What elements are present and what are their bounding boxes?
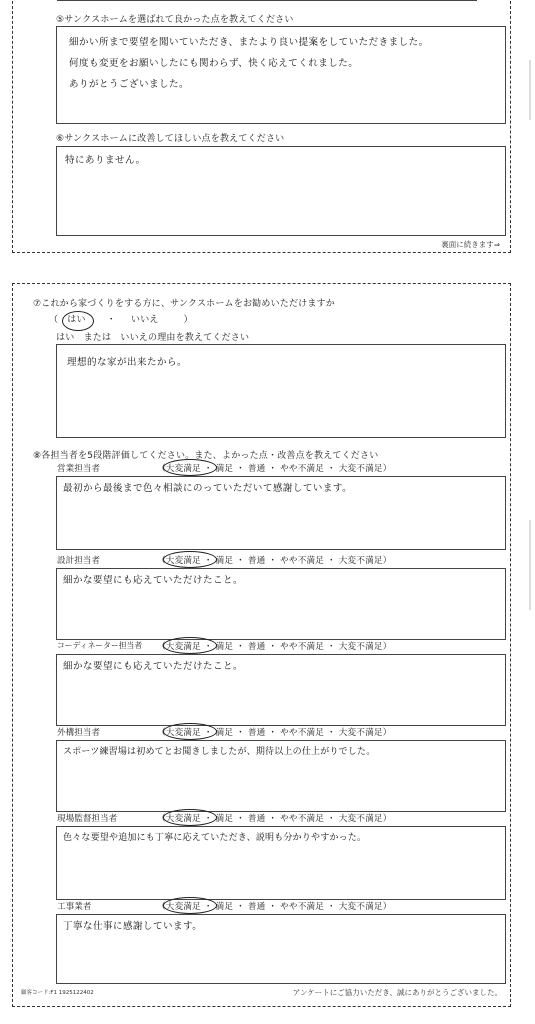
staff-role-site-supervisor: 現場監督担当者 [57,814,118,824]
q7-separator: ・ [106,315,116,325]
q7-option-yes [67,315,88,325]
question-6-answer-box [56,146,506,236]
staff-rating-scale-design: （大変満足 ・ 満足 ・ 普通 ・ やや不満足 ・ 大変不満足） [157,556,392,566]
staff-rating-scale-coordinator: （大変満足 ・ 満足 ・ 普通 ・ やや不満足 ・ 大変不満足） [157,642,392,652]
staff-role-contractor: 工事業者 [57,902,92,912]
q7-option-no: いいえ [131,315,159,325]
customer-code: 顧客コード:F1 1925122402 [21,990,94,996]
question-7-answer-box [56,344,506,438]
q5-answer-line-2: 何度も変更をお願いしたにも関わらず、快く応えてくれました。 [69,58,359,69]
question-5-answer-box [56,26,506,124]
staff-role-design: 設計担当者 [57,556,100,566]
staff-comment-box-contractor [56,914,506,984]
q6-answer: 特にありません。 [65,155,146,166]
question-7-label: ⑦これから家づくりをする方に、サンクスホームをお勧めいただけますか [33,299,335,309]
staff-comment-site-supervisor: 色々な要望や追加にも丁寧に応えていただき、説明も分かりやすかった。 [63,833,367,843]
staff-role-coordinator: コーディネーター担当者 [57,641,143,650]
staff-comment-contractor: 丁寧な仕事に感謝しています。 [63,921,203,932]
staff-comment-sales: 最初から最後まで色々相談にのっていただいて感謝しています。 [63,483,353,494]
q7-option-yes-label: はい [67,315,86,325]
scan-edge-mark [529,520,531,610]
q7-open-paren: （ [49,315,59,325]
staff-rating-scale-exterior: （大変満足 ・ 満足 ・ 普通 ・ やや不満足 ・ 大変不満足） [157,728,392,738]
staff-comment-coordinator: 細かな要望にも応えていただけたこと。 [63,661,244,672]
previous-answer-box-edge [57,0,477,1]
q5-answer-line-1: 細かい所まで要望を聞いていただき、またより良い提案をしていただきました。 [69,37,429,48]
survey-page-back [12,283,511,1007]
question-8-label: ⑧各担当者を5段階評価してください。また、よかった点・改善点を教えてください [33,451,379,461]
staff-rating-scale-sales: （大変満足 ・ 満足 ・ 普通 ・ やや不満足 ・ 大変不満足） [157,464,392,474]
staff-comment-box-exterior [56,740,506,812]
staff-rating-scale-contractor: （大変満足 ・ 満足 ・ 普通 ・ やや不満足 ・ 大変不満足） [157,902,392,912]
staff-comment-box-coordinator [56,654,506,726]
question-5-label: ⑤サンクスホームを選ばれて良かった点を教えてください [56,15,294,25]
staff-comment-box-site-supervisor [56,826,506,900]
q7-answer: 理想的な家が出来たから。 [67,357,188,368]
question-7-options [49,312,193,325]
staff-comment-exterior: スポーツ練習場は初めてとお聞きしましたが、期待以上の仕上がりでした。 [63,747,376,757]
q7-reason-prompt: はい または いいえの理由を教えてください [56,333,250,343]
staff-comment-box-design [56,568,506,640]
scan-edge-mark [529,60,531,120]
q7-close-paren: ） [183,315,193,325]
staff-role-exterior: 外構担当者 [57,728,100,738]
staff-comment-design: 細かな要望にも応えていただけたこと。 [63,575,244,586]
thank-you-note: アンケートにご協力いただき、誠にありがとうございました。 [292,988,502,997]
staff-role-sales: 営業担当者 [57,464,100,474]
staff-rating-scale-site-supervisor: （大変満足 ・ 満足 ・ 普通 ・ やや不満足 ・ 大変不満足） [157,814,392,824]
question-6-label: ⑥サンクスホームに改善してほしい点を教えてください [56,134,285,144]
continue-on-back-note: 裏面に続きます⇒ [441,240,500,249]
q5-answer-line-3: ありがとうございました。 [69,79,190,90]
staff-comment-box-sales [56,476,506,550]
survey-page-front-bottom [12,0,511,253]
